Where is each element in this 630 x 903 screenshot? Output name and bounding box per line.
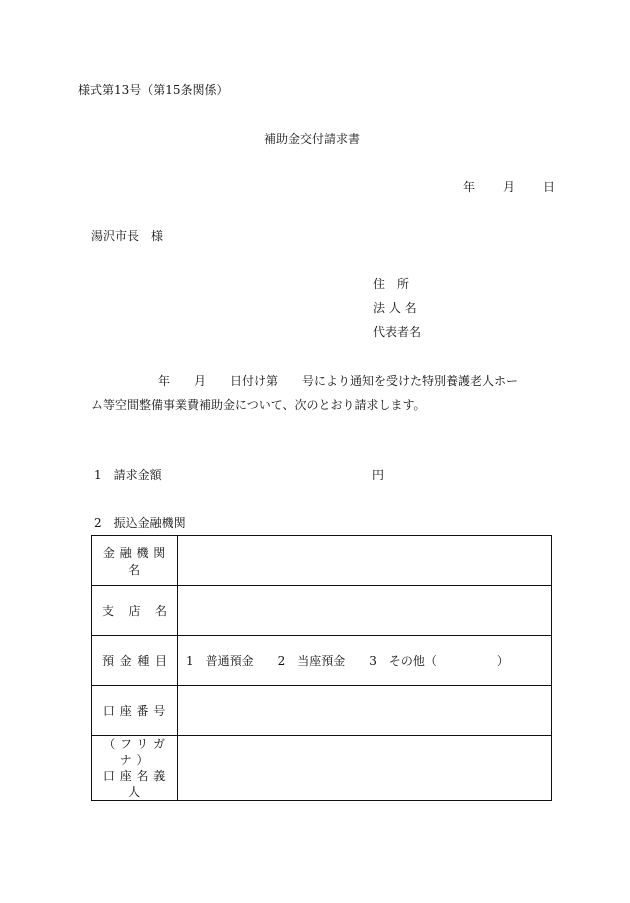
- bank-name-field[interactable]: [178, 536, 552, 586]
- deposit-type-label-char: 目: [154, 654, 167, 668]
- date-year: 年: [463, 180, 476, 194]
- deposit-type-label-char: 種: [137, 654, 150, 668]
- account-holder-field[interactable]: [178, 736, 552, 801]
- deposit-type-label: [92, 636, 178, 686]
- branch-label-char: 名: [154, 604, 167, 618]
- addressee: 湯沢市長 様: [91, 229, 164, 243]
- table-row: [92, 586, 552, 636]
- item-1-unit: 円: [372, 468, 385, 482]
- table-row: [92, 736, 552, 801]
- branch-field[interactable]: [178, 586, 552, 636]
- date-day: 日: [543, 180, 556, 194]
- table-row: [92, 686, 552, 736]
- body-text-line1: 年 月 日付け第 号により通知を受けた特別養護老人ホー: [158, 374, 519, 388]
- table-row: [92, 636, 552, 686]
- branch-label: [92, 586, 178, 636]
- account-number-label: 口座番号: [92, 686, 178, 736]
- deposit-type-label-char: 金: [119, 654, 132, 668]
- branch-label-char: 支: [102, 604, 115, 618]
- item-1-label: 1 請求金額: [94, 468, 162, 482]
- account-holder-name-label: 口座名義人: [102, 769, 171, 799]
- body-text-line2: ム等空間整備事業費補助金について、次のとおり請求します。: [91, 398, 426, 412]
- table-row: [92, 536, 552, 586]
- date-month: 月: [503, 180, 516, 194]
- account-holder-label: [92, 736, 178, 801]
- item-2-label: 2 振込金融機関: [94, 516, 186, 530]
- bank-name-label: 金融機関名: [92, 536, 178, 586]
- bank-table: [91, 535, 552, 801]
- account-number-field[interactable]: [178, 686, 552, 736]
- document-title: 補助金交付請求書: [264, 132, 361, 146]
- deposit-type-options[interactable]: 1 普通預金 2 当座預金 3 その他（ ）: [178, 636, 552, 686]
- deposit-type-label-char: 預: [102, 654, 115, 668]
- form-number: 様式第13号（第15条関係）: [78, 83, 229, 97]
- applicant-corp-label: 法 人 名: [373, 301, 417, 315]
- applicant-rep-label: 代表者名: [373, 325, 422, 339]
- branch-label-char: 店: [128, 604, 141, 618]
- applicant-address-label: 住 所: [373, 277, 410, 291]
- account-holder-kana-label: （フリガナ）: [103, 737, 170, 767]
- date-line: [463, 179, 555, 195]
